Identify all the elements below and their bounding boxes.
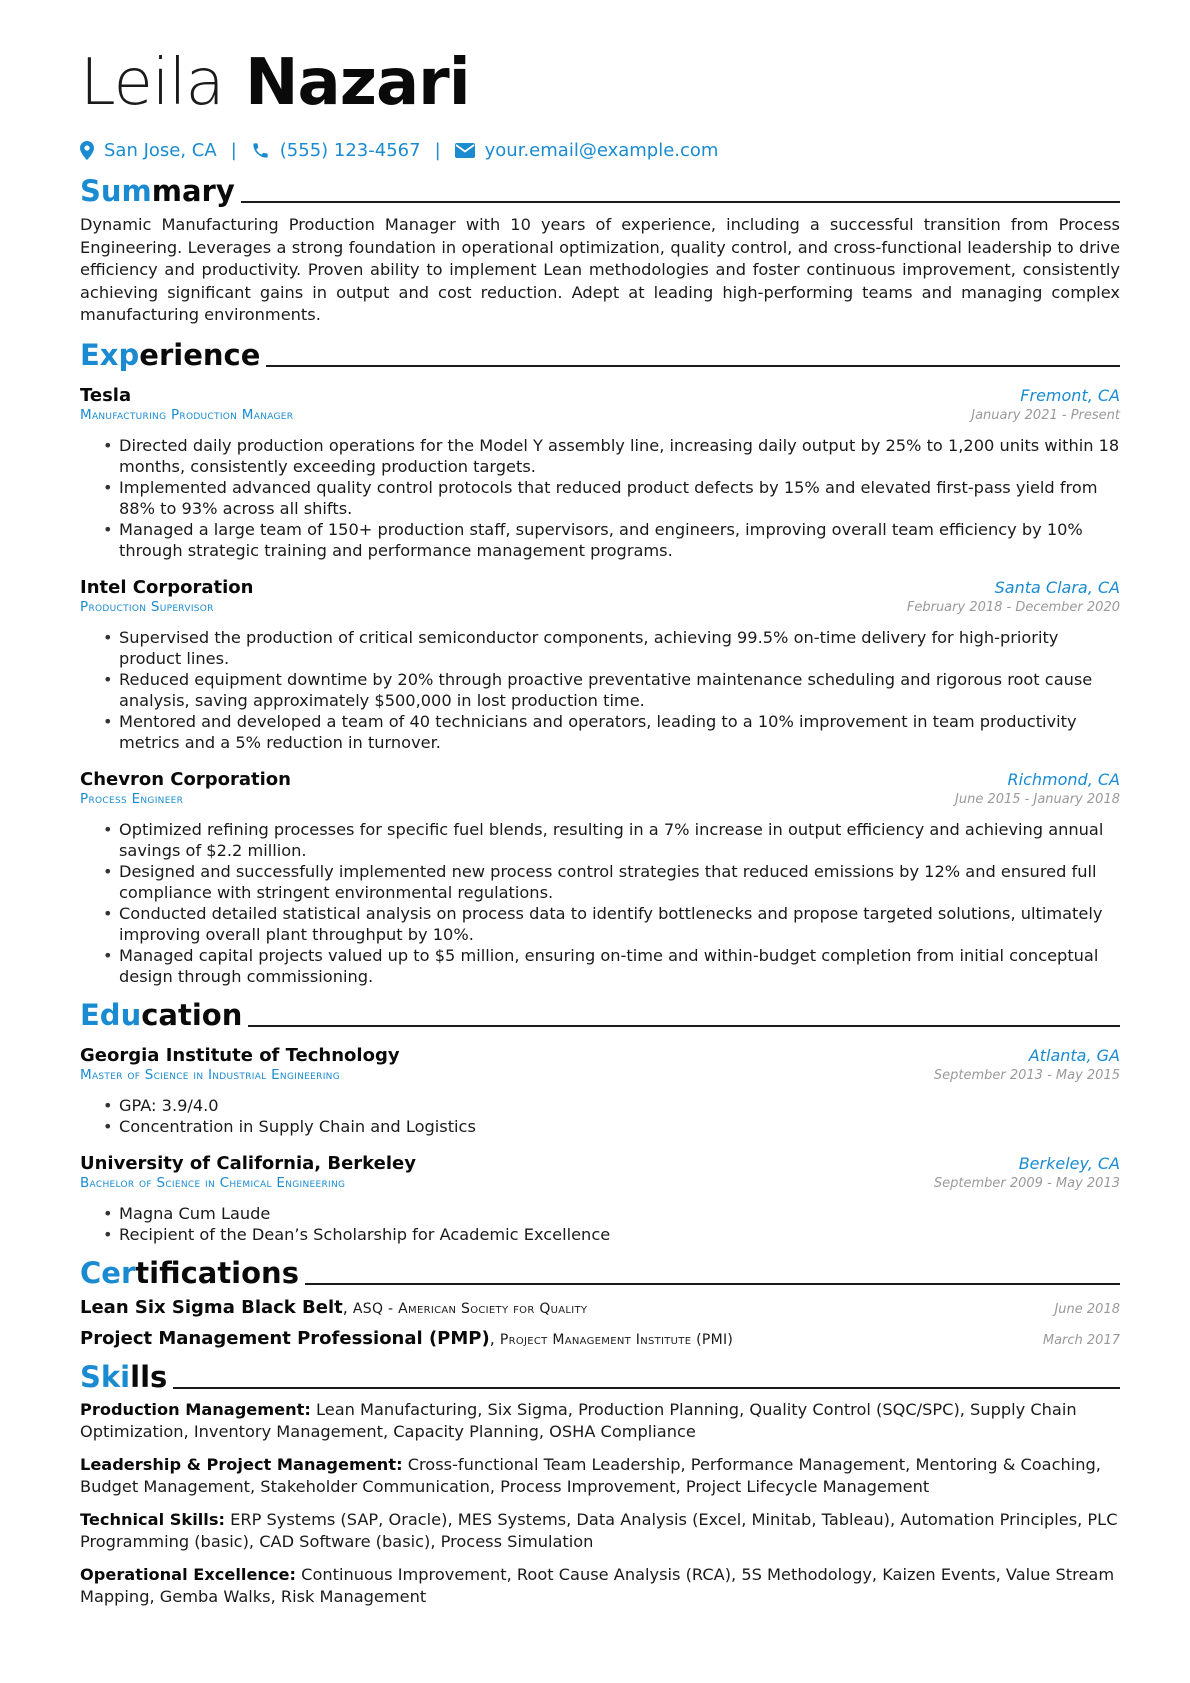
education-details [80,1095,1120,1137]
skill-group [80,1509,1120,1554]
list-item: • Designed and successfully implemented new process control strategies that reduced emissions by 12% and ensured full compliance with stringent environmental regulations. [119,861,1120,903]
skill-group [80,1399,1120,1444]
experience-entry [80,385,1120,561]
skill-category: Production Management: [80,1399,311,1419]
skill-group [80,1564,1120,1609]
degree-name: Bachelor of Science in Chemical Engineering [80,1174,346,1191]
contact-email[interactable] [455,140,719,161]
list-item: • Implemented advanced quality control protocols that reduced product defects by 15% and elevated first-pass yield from 88% to 93% across all shifts. [119,477,1120,519]
section-rule [241,201,1120,203]
skill-values: Continuous Improvement, Root Cause Analysis (RCA), 5S Methodology, Kaizen Events, Value Stream Mapping, Gemba Walks, Risk Management [80,1564,1115,1606]
contact-separator: | [230,140,237,161]
certification-name: Project Management Professional (PMP) [80,1327,490,1349]
skill-values: Cross-functional Team Leadership, Performance Management, Mentoring & Coaching, Budget Management, Stakeholder Communication, Process Improvement, Project Lifecycle Management [80,1454,1101,1496]
section-rule [266,365,1120,367]
list-item: • Reduced equipment downtime by 20% through proactive preventative maintenance scheduling and rigorous root cause analysis, saving approximately $500,000 in lost production time. [119,669,1120,711]
school-location: Berkeley, CA [1018,1153,1120,1173]
certification-entry: Lean Six Sigma Black Belt, ASQ - American Society for Quality June 2018 [80,1296,1120,1318]
list-item: • GPA: 3.9/4.0 [119,1095,1120,1116]
envelope-icon [455,143,475,158]
map-pin-icon [80,141,94,160]
school-location: Atlanta, GA [1028,1045,1120,1065]
degree-name: Master of Science in Industrial Engineering [80,1066,340,1083]
certification-issuer: ASQ - American Society for Quality [352,1300,588,1317]
employer-name: Intel Corporation [80,576,254,598]
certifications-list [80,1297,1120,1349]
skills-title: Skills [80,1359,168,1394]
contact-separator: | [434,140,441,161]
education-entry [80,1045,1120,1137]
candidate-name [80,44,1120,122]
list-item: • Managed a large team of 150+ production staff, supervisors, and engineers, improving overall team efficiency by 10% through strategic training and performance management programs. [119,519,1120,561]
first-name: Leila [80,46,224,120]
contact-phone[interactable] [251,140,421,161]
section-rule [173,1387,1120,1389]
achievement-list [80,627,1120,753]
skill-category: Leadership & Project Management: [80,1454,403,1474]
employer-name: Tesla [80,384,132,406]
job-title: Production Supervisor [80,598,214,615]
education-list [80,1045,1120,1245]
education-heading [80,997,1120,1033]
location-text: San Jose, CA [104,140,217,161]
list-item: • Directed daily production operations for the Model Y assembly line, increasing daily output by 25% to 1,200 units within 18 months, consistently exceeding production targets. [119,435,1120,477]
education-dates: September 2013 - May 2015 [933,1067,1120,1083]
skill-values: ERP Systems (SAP, Oracle), MES Systems, Data Analysis (Excel, Minitab, Tableau), Automation Principles, PLC Programming (basic), CAD Software (basic), Process Simulation [80,1509,1118,1551]
job-location: Richmond, CA [1007,769,1120,789]
job-dates: June 2015 - January 2018 [955,791,1120,807]
summary-text: Dynamic Manufacturing Production Manager with 10 years of experience, including a successful transition from Process Engineering. Leverages a strong foundation in operational optimization, quality control, and cross-functional leadership to drive efficiency and productivity. Proven ability to implement Lean methodologies and foster continuous improvement, consistently achieving significant gains in output and cost reduction. Adept at leading high-performing teams and managing complex manufacturing environments. [80,215,1120,324]
last-name: Nazari [244,46,470,120]
experience-entry [80,769,1120,987]
section-rule [305,1283,1120,1285]
education-dates: September 2009 - May 2013 [933,1175,1120,1191]
job-dates: January 2021 - Present [971,407,1120,423]
experience-entry [80,577,1120,753]
list-item: • Mentored and developed a team of 40 technicians and operators, leading to a 10% improvement in team productivity metrics and a 5% reduction in turnover. [119,711,1120,753]
certification-date: March 2017 [1042,1332,1120,1348]
employer-name: Chevron Corporation [80,768,291,790]
skill-group [80,1454,1120,1499]
experience-heading [80,337,1120,373]
email-text: your.email@example.com [484,140,719,161]
phone-icon [251,141,270,160]
school-name: University of California, Berkeley [80,1152,416,1174]
contact-location [80,140,217,161]
certification-date: June 2018 [1054,1301,1120,1317]
list-item: • Managed capital projects valued up to $5 million, ensuring on-time and within-budget completion from initial conceptual design through commissioning. [119,945,1120,987]
certification-issuer: Project Management Institute (PMI) [499,1331,734,1348]
list-item: • Magna Cum Laude [119,1203,1120,1224]
certifications-heading [80,1255,1120,1291]
certification-entry: Project Management Professional (PMP), Project Management Institute (PMI) March 2017 [80,1327,1120,1349]
experience-list [80,385,1120,987]
certification-name: Lean Six Sigma Black Belt [80,1296,343,1318]
list-item: • Recipient of the Dean’s Scholarship for Academic Excellence [119,1224,1120,1245]
achievement-list [80,435,1120,561]
summary-title: Summary [80,174,235,208]
list-item: • Conducted detailed statistical analysis on process data to identify bottlenecks and propose targeted solutions, ultimately improving overall plant throughput by 10%. [119,903,1120,945]
achievement-list [80,819,1120,987]
job-title: Process Engineer [80,790,184,807]
job-location: Fremont, CA [1020,385,1120,405]
certifications-title: Certifications [80,1255,299,1290]
phone-text: (555) 123-4567 [279,140,421,161]
education-details [80,1203,1120,1245]
job-title: Manufacturing Production Manager [80,406,294,423]
skill-category: Operational Excellence: [80,1564,296,1584]
list-item: • Concentration in Supply Chain and Logistics [119,1116,1120,1137]
summary-heading [80,173,1120,209]
education-title: Education [80,997,243,1032]
list-item: • Supervised the production of critical semiconductor components, achieving 99.5% on-time delivery for high-priority product lines. [119,627,1120,669]
list-item: • Optimized refining processes for specific fuel blends, resulting in a 7% increase in output efficiency and achieving annual savings of $2.2 million. [119,819,1120,861]
school-name: Georgia Institute of Technology [80,1044,400,1066]
job-location: Santa Clara, CA [994,577,1120,597]
contact-line [80,140,1120,161]
education-entry [80,1153,1120,1245]
skills-list [80,1399,1120,1609]
job-dates: February 2018 - December 2020 [906,599,1120,615]
experience-title: Experience [80,337,261,372]
skill-values: Lean Manufacturing, Six Sigma, Production Planning, Quality Control (SQC/SPC), Supply Chain Optimization, Inventory Management, Capacity Planning, OSHA Compliance [80,1399,1077,1441]
skill-category: Technical Skills: [80,1509,225,1529]
skills-heading [80,1359,1120,1395]
section-rule [248,1025,1120,1027]
